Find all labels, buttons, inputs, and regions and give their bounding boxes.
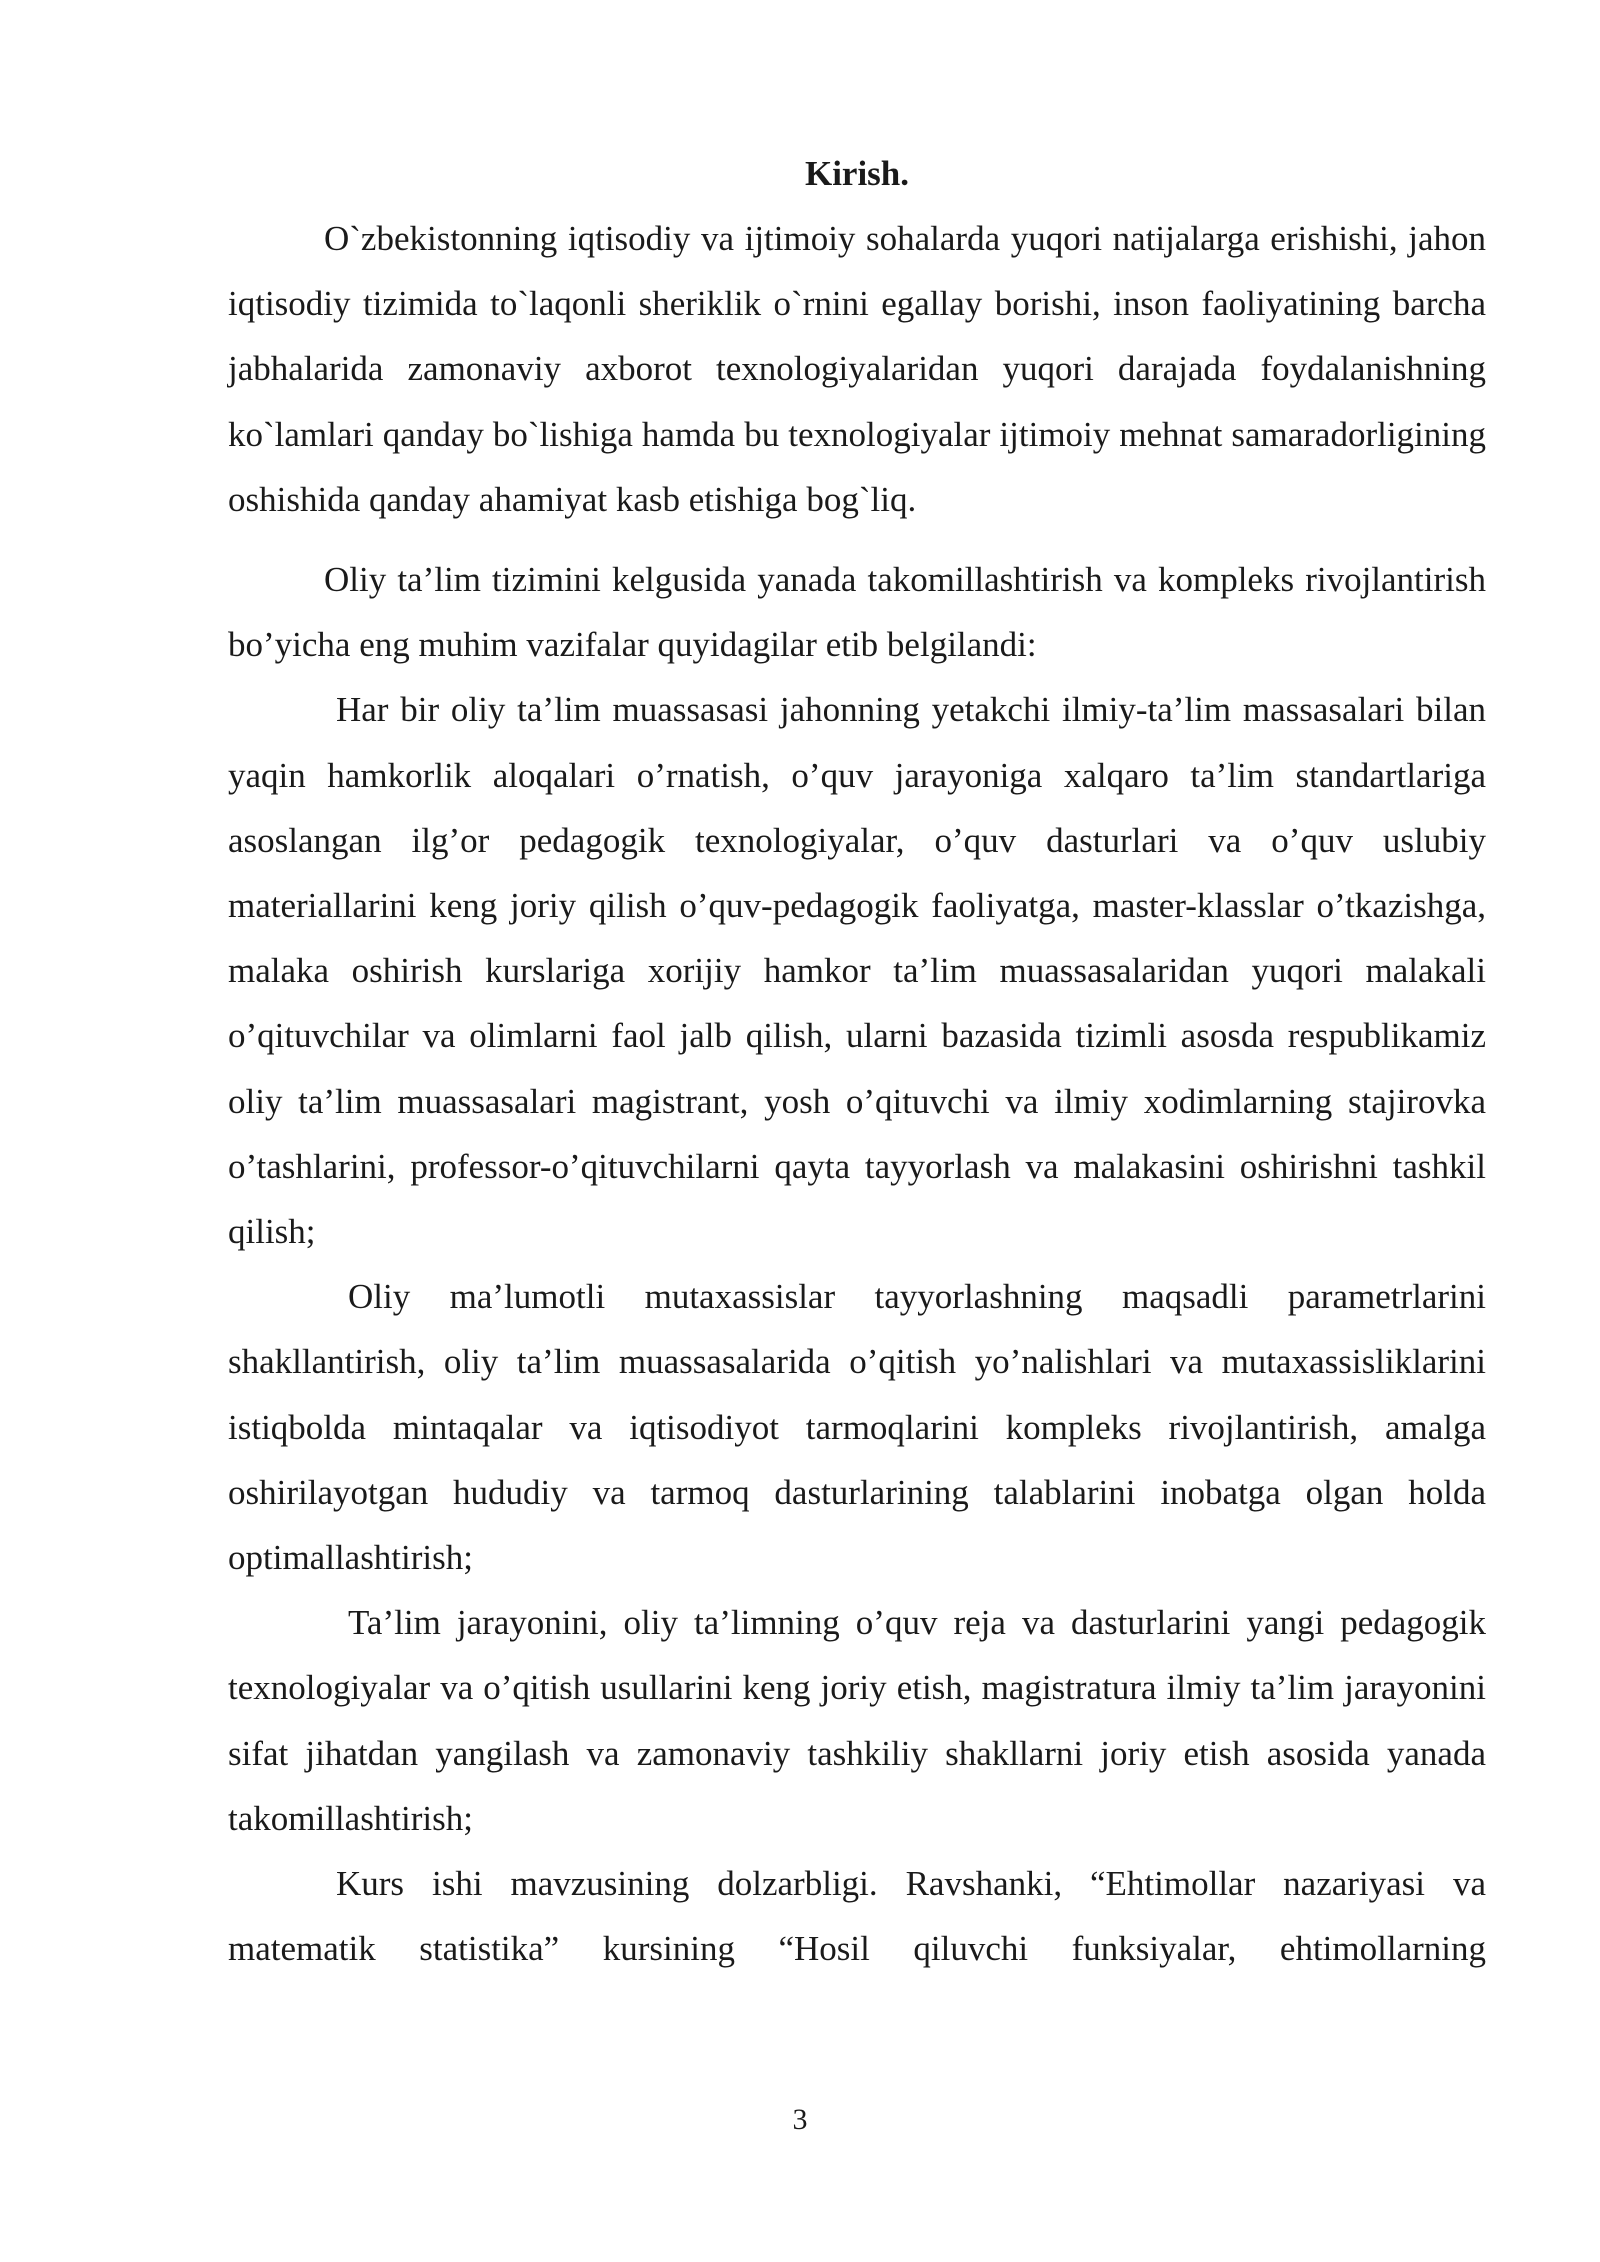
document-page bbox=[228, 148, 1486, 1981]
paragraph-course-relevance: Kurs ishi mavzusining dolzarbligi. Ravshanki, “Ehtimollar nazariyasi va matematik statistika” kursining “Hosil qiluvchi funksiyalar, ehtimollarning bbox=[228, 1864, 1486, 1969]
paragraph-task-specialists: Oliy ma’lumotli mutaxassislar tayyorlashning maqsadli parametrlarini shakllantirish, oliy ta’lim muassasalarida o’qitish yo’nalishlari va mutaxassisliklarini istiqbolda mintaqalar va iqtisodiyot tarmoqlarini kompleks rivojlantirish, amalga oshirilayotgan hududiy va tarmoq dasturlarining talablarini inobatga olgan holda optimallashtirish; bbox=[228, 1277, 1486, 1578]
section-title: Kirish. bbox=[804, 154, 910, 193]
paragraph-task-cooperation: Har bir oliy ta’lim muassasasi jahonning yetakchi ilmiy-ta’lim massasalari bilan yaqin hamkorlik aloqalari o’rnatish, o’quv jarayoniga xalqaro ta’lim standartlariga asoslangan ilg’or pedagogik texnologiyalar, o’quv dasturlari va o’quv uslubiy materiallarini keng joriy qilish o’quv-pedagogik faoliyatga, master-klasslar o’tkazishga, malaka oshirish kurslariga xorijiy hamkor ta’lim muassasalaridan yuqori malakali o’qituvchilar va olimlarni faol jalb qilish, ularni bazasida tizimli asosda respublikamiz oliy ta’lim muassasalari magistrant, yosh o’qituvchi va ilmiy xodimlarning stajirovka o’tashlarini, professor-o’qituvchilarni qayta tayyorlash va malakasini oshirishni tashkil qilish; bbox=[228, 690, 1486, 1252]
paragraph-intro: O`zbekistonning iqtisodiy va ijtimoiy sohalarda yuqori natijalarga erishishi, jahon iqtisodiy tizimida to`laqonli sheriklik o`rnini egallay borishi, inson faoliyatining barcha jabhalarida zamonaviy axborot texnologiyalaridan yuqori darajada foydalanishning ko`lamlari qanday bo`lishiga hamda bu texnologiyalar ijtimoiy mehnat samaradorligining oshishida qanday ahamiyat kasb etishiga bog`liq. bbox=[228, 219, 1486, 519]
paragraph-task-education-process: Ta’lim jarayonini, oliy ta’limning o’quv reja va dasturlarini yangi pedagogik texnologiyalar va o’qitish usullarini keng joriy etish, magistratura ilmiy ta’lim jarayonini sifat jihatdan yangilash va zamonaviy tashkiliy shakllarni joriy etish asosida yanada takomillashtirish; bbox=[228, 1603, 1486, 1838]
page-number: 3 bbox=[792, 2103, 808, 2136]
paragraph-tasks-lead: Oliy ta’lim tizimini kelgusida yanada takomillashtirish va kompleks rivojlantirish bo’yicha eng muhim vazifalar quyidagilar etib belgilandi: bbox=[228, 560, 1486, 665]
